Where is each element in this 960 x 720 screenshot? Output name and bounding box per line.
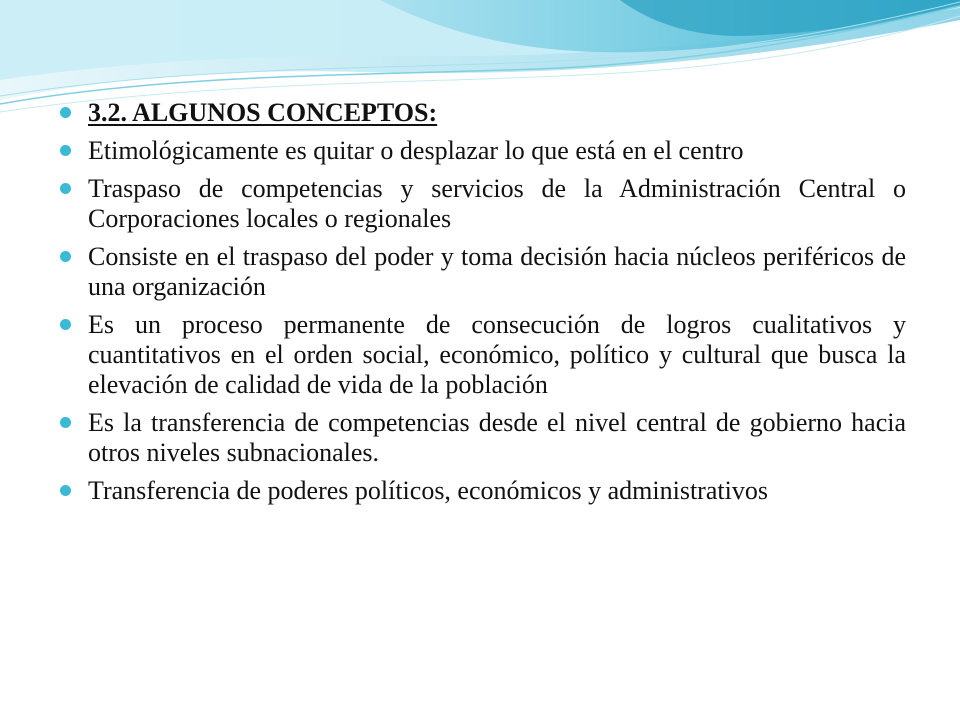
bullet-icon <box>60 319 71 330</box>
bullet-icon <box>60 417 71 428</box>
bullet-icon <box>60 107 71 118</box>
bullet-icon <box>60 251 71 262</box>
heading-text: 3.2. ALGUNOS CONCEPTOS: <box>88 98 438 127</box>
bullet-icon <box>60 145 71 156</box>
list-item-text: Es un proceso permanente de consecución de logros cualitativos y cuantitativos en el orden social, económico, político y cultural que busca la elevación de calidad de vida de la población <box>88 310 906 399</box>
list-item-text: Es la transferencia de competencias desde el nivel central de gobierno hacia otros niveles subnacionales. <box>88 408 906 467</box>
list-item <box>60 136 906 166</box>
slide-content <box>60 98 906 514</box>
list-item <box>60 408 906 468</box>
list-item <box>60 310 906 400</box>
list-item <box>60 242 906 302</box>
list-item-text: Traspaso de competencias y servicios de la Administración Central o Corporaciones locales o regionales <box>88 174 906 233</box>
list-item <box>60 174 906 234</box>
list-item-text: Etimológicamente es quitar o desplazar lo que está en el centro <box>88 136 744 165</box>
bullet-list <box>60 98 906 506</box>
bullet-icon <box>60 485 71 496</box>
list-item <box>60 476 906 506</box>
list-item-text: Transferencia de poderes políticos, económicos y administrativos <box>88 476 768 505</box>
section-heading <box>60 98 906 128</box>
list-item-text: Consiste en el traspaso del poder y toma decisión hacia núcleos periféricos de una organización <box>88 242 906 301</box>
bullet-icon <box>60 183 71 194</box>
